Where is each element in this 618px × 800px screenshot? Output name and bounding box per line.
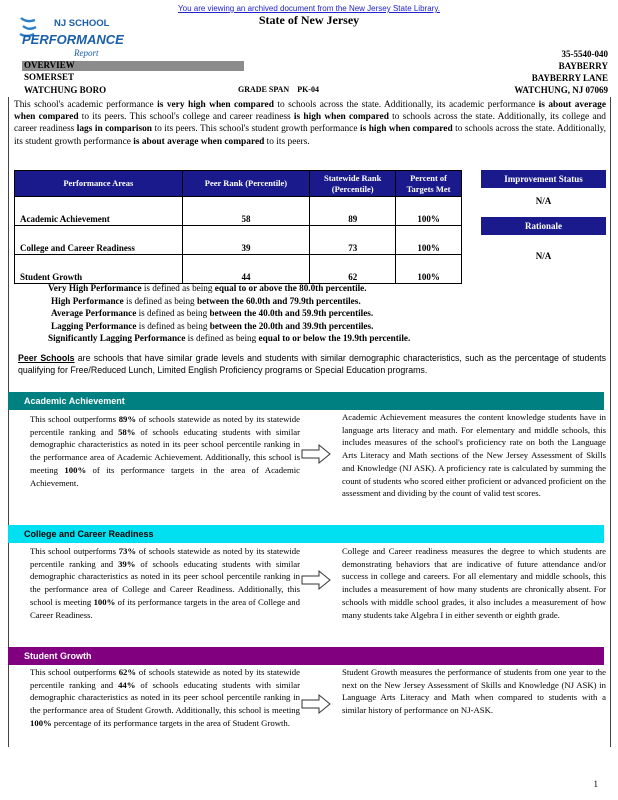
overview-summary: This school's academic performance is very high when compared to schools across the state. Additionally, its academic performance is about average when compared to its peers. This school's college and career readiness is high when compared to schools across the state. Additionally, its college and career readiness lags in comparison to its peers. This school's student growth performance is high when compared to schools across the state. Additionally, its student growth performance is about average when compared to its peers. — [14, 100, 606, 147]
school-name: BAYBERRY — [558, 61, 608, 71]
header-targets-met: Percent of Targets Met — [396, 171, 462, 197]
peer-schools-note: Peer Schools are schools that have similar grade levels and students with similar demographic characteristics, such as the percentage of students qualifying for Free/Reduced Lunch, Limited English Proficiency programs or Special Education programs. — [18, 353, 606, 376]
header-peer-rank: Peer Rank (Percentile) — [182, 171, 310, 197]
academic-achievement-summary: This school outperforms 89% of schools statewide as noted by its statewide percentile ranking and 58% of schools educating students with similar demographic characteristics as noted in its peer school percentile ranking in the performance area of Academic Achievement. Additionally, this school is meeting 100% of its performance targets in the area of Academic Achievement. — [30, 414, 301, 488]
college-career-description: College and Career readiness measures the degree to which students are demonstrating behaviors that are indicative of future attendance and/or success in college and careers. For all elementary and middle schools, this includes a measurement of how many students are chronically absent. For schools with middle school grades, it also includes a measurement of how many students take Algebra I in either seventh or eighth grade. — [342, 546, 606, 620]
rationale-label: Rationale — [481, 217, 606, 235]
definition-line: Significantly Lagging Performance is defined as being equal to or below the 19.9th percentile. — [48, 333, 411, 344]
county-name: SOMERSET — [24, 72, 75, 82]
table-row: Academic Achievement 58 89 100% — [15, 197, 462, 226]
table-row: Student Growth 44 62 100% — [15, 255, 462, 284]
section-header-student-growth: Student Growth — [8, 647, 604, 665]
logo-line3: Report — [74, 48, 99, 58]
definition-line: Lagging Performance is defined as being between the 20.0th and 39.9th percentiles. — [51, 320, 374, 331]
student-growth-summary: This school outperforms 62% of schools statewide as noted by its statewide percentile ranking and 44% of schools educating students with similar demographic characteristics as noted in its peer school percentile ranking in the performance area of Student Growth. Additionally, this school is meeting 100% percentage of its performance targets in the area of Student Growth. — [30, 667, 301, 728]
header-statewide-rank: Statewide Rank (Percentile) — [310, 171, 396, 197]
arrow-right-icon — [301, 693, 331, 715]
definition-line: Very High Performance is defined as being equal to or above the 80.0th percentile. — [48, 283, 367, 293]
table-row: College and Career Readiness 39 73 100% — [15, 226, 462, 255]
definition-line: Average Performance is defined as being between the 40.0th and 59.9th percentiles. — [51, 308, 374, 319]
college-career-summary: This school outperforms 73% of schools statewide as noted by its statewide percentile ranking and 39% of schools educating students with similar demographic characteristics as noted in its peer school percentile ranking in the performance area of College and Career Readiness. Additionally, this school is meeting 100% of its performance targets in the area of College and Career Readiness. — [30, 546, 301, 620]
logo-line1: NJ SCHOOL — [54, 18, 110, 29]
grade-span: GRADE SPAN PK-04 — [238, 85, 319, 94]
overview-label: OVERVIEW — [24, 60, 75, 70]
improvement-status-value: N/A — [535, 196, 552, 206]
student-growth-description: Student Growth measures the performance of students from one year to the next on the New Jersey Assessment of Skills and Knowledge (NJ ASK) in Language Arts Literacy and Math when compared to students with a similar history of performance on NJ-ASK. — [342, 667, 606, 716]
school-id: 35-5540-040 — [561, 49, 608, 59]
district-name: WATCHUNG BORO — [24, 85, 107, 95]
archive-notice-link[interactable]: You are viewing an archived document from the New Jersey State Library. — [178, 4, 440, 13]
performance-definitions — [48, 282, 410, 345]
performance-table — [14, 170, 462, 284]
arrow-right-icon — [301, 443, 331, 465]
school-street: BAYBERRY LANE — [531, 73, 608, 83]
logo-line2: PERFORMANCE — [22, 32, 124, 47]
page-number: 1 — [593, 779, 598, 789]
arrow-right-icon — [301, 569, 331, 591]
improvement-status-label: Improvement Status — [481, 170, 606, 188]
rationale-value: N/A — [535, 251, 552, 261]
definition-line: High Performance is defined as being between the 60.0th and 79.9th percentiles. — [51, 295, 361, 306]
section-header-academic-achievement: Academic Achievement — [8, 392, 604, 410]
school-city: WATCHUNG, NJ 07069 — [514, 85, 608, 95]
header-performance-areas: Performance Areas — [15, 171, 183, 197]
academic-achievement-description: Academic Achievement measures the content knowledge students have in language arts literacy and math. For elementary and middle schools, this includes measures of the school's proficiency rate on both the Language Arts Literacy and Math sections of the New Jersey Assessment of Skills and Knowledge (NJ ASK). A proficiency rate is calculated by summing the count of students who scored either proficient or advanced proficient on the assessment and dividing by the count of valid test scores. — [342, 412, 606, 499]
state-title: State of New Jersey — [258, 13, 360, 27]
section-header-college-career-readiness: College and Career Readiness — [8, 525, 604, 543]
